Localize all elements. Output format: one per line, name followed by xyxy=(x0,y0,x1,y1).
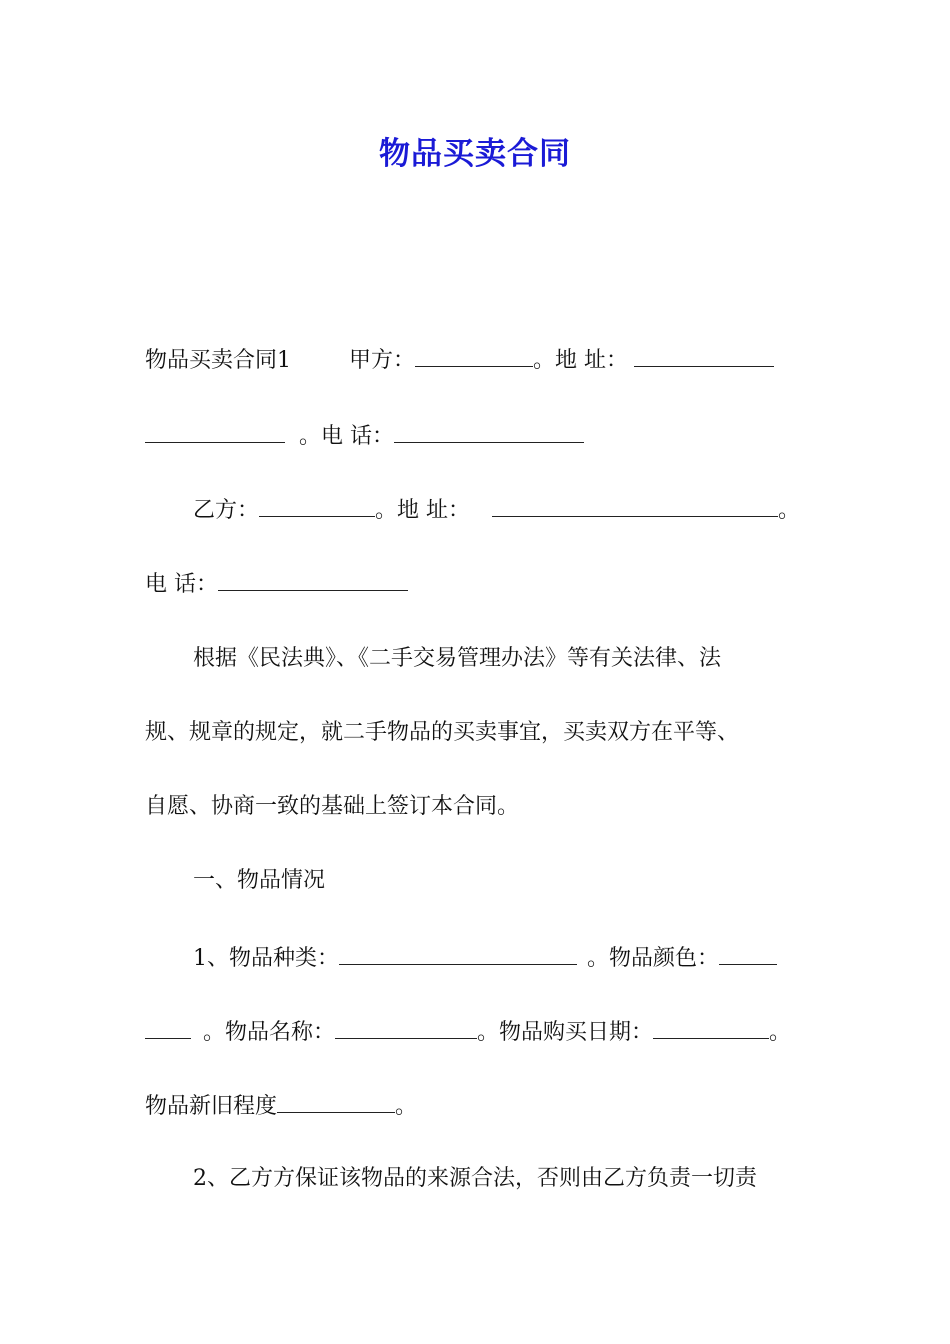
paragraph-line: 2、乙方方保证该物品的来源合法，否则由乙方负责一切责 xyxy=(193,1166,757,1191)
item-color-blank-cont xyxy=(145,1016,191,1039)
line-end: 。 xyxy=(395,1094,418,1119)
item-color-blank xyxy=(719,942,777,965)
condition-label: 物品新旧程度 xyxy=(145,1094,278,1119)
party-a-label: 甲方： xyxy=(349,348,416,373)
condition-blank xyxy=(277,1090,395,1113)
party-a-address-blank xyxy=(634,344,774,367)
party-a-line xyxy=(145,344,825,376)
line-end: 。 xyxy=(769,1020,792,1045)
document-title: 物品买卖合同 xyxy=(379,136,571,172)
contract-number: 物品买卖合同1 xyxy=(145,348,291,373)
party-b-address-blank xyxy=(492,494,778,517)
line-end: 。 xyxy=(778,498,801,523)
item-name-line xyxy=(145,1016,825,1048)
item-name-blank xyxy=(335,1016,477,1039)
paragraph-line: 自愿、协商一致的基础上签订本合同。 xyxy=(145,794,520,819)
purchase-date-label: 。物品购买日期： xyxy=(477,1020,654,1045)
party-a-blank xyxy=(415,344,533,367)
party-b-line xyxy=(193,494,833,526)
item-type-label: 1、物品种类： xyxy=(193,946,339,971)
party-a-phone-line xyxy=(145,420,825,452)
address-label: 。地 址： xyxy=(533,348,629,373)
party-b-blank xyxy=(259,494,375,517)
item-name-label: 。物品名称： xyxy=(203,1020,336,1045)
item-color-label: 。物品颜色： xyxy=(587,946,720,971)
party-a-address-blank-cont xyxy=(145,420,285,443)
party-a-phone-blank xyxy=(394,420,584,443)
phone-label-b: 电 话： xyxy=(145,572,218,597)
party-b-phone-blank xyxy=(218,568,408,591)
phone-label: 。电 话： xyxy=(299,424,394,449)
address-label-b: 。地 址： xyxy=(375,498,471,523)
item-type-blank xyxy=(339,942,577,965)
section-heading: 一、物品情况 xyxy=(193,868,326,893)
party-b-label: 乙方： xyxy=(193,498,260,523)
item-type-line xyxy=(193,942,833,974)
paragraph-line: 根据《民法典》、《二手交易管理办法》等有关法律、法 xyxy=(193,646,722,671)
party-b-phone-line xyxy=(145,568,825,600)
purchase-date-blank xyxy=(653,1016,769,1039)
condition-line xyxy=(145,1090,825,1122)
paragraph-line: 规、规章的规定，就二手物品的买卖事宜，买卖双方在平等、 xyxy=(145,720,740,745)
